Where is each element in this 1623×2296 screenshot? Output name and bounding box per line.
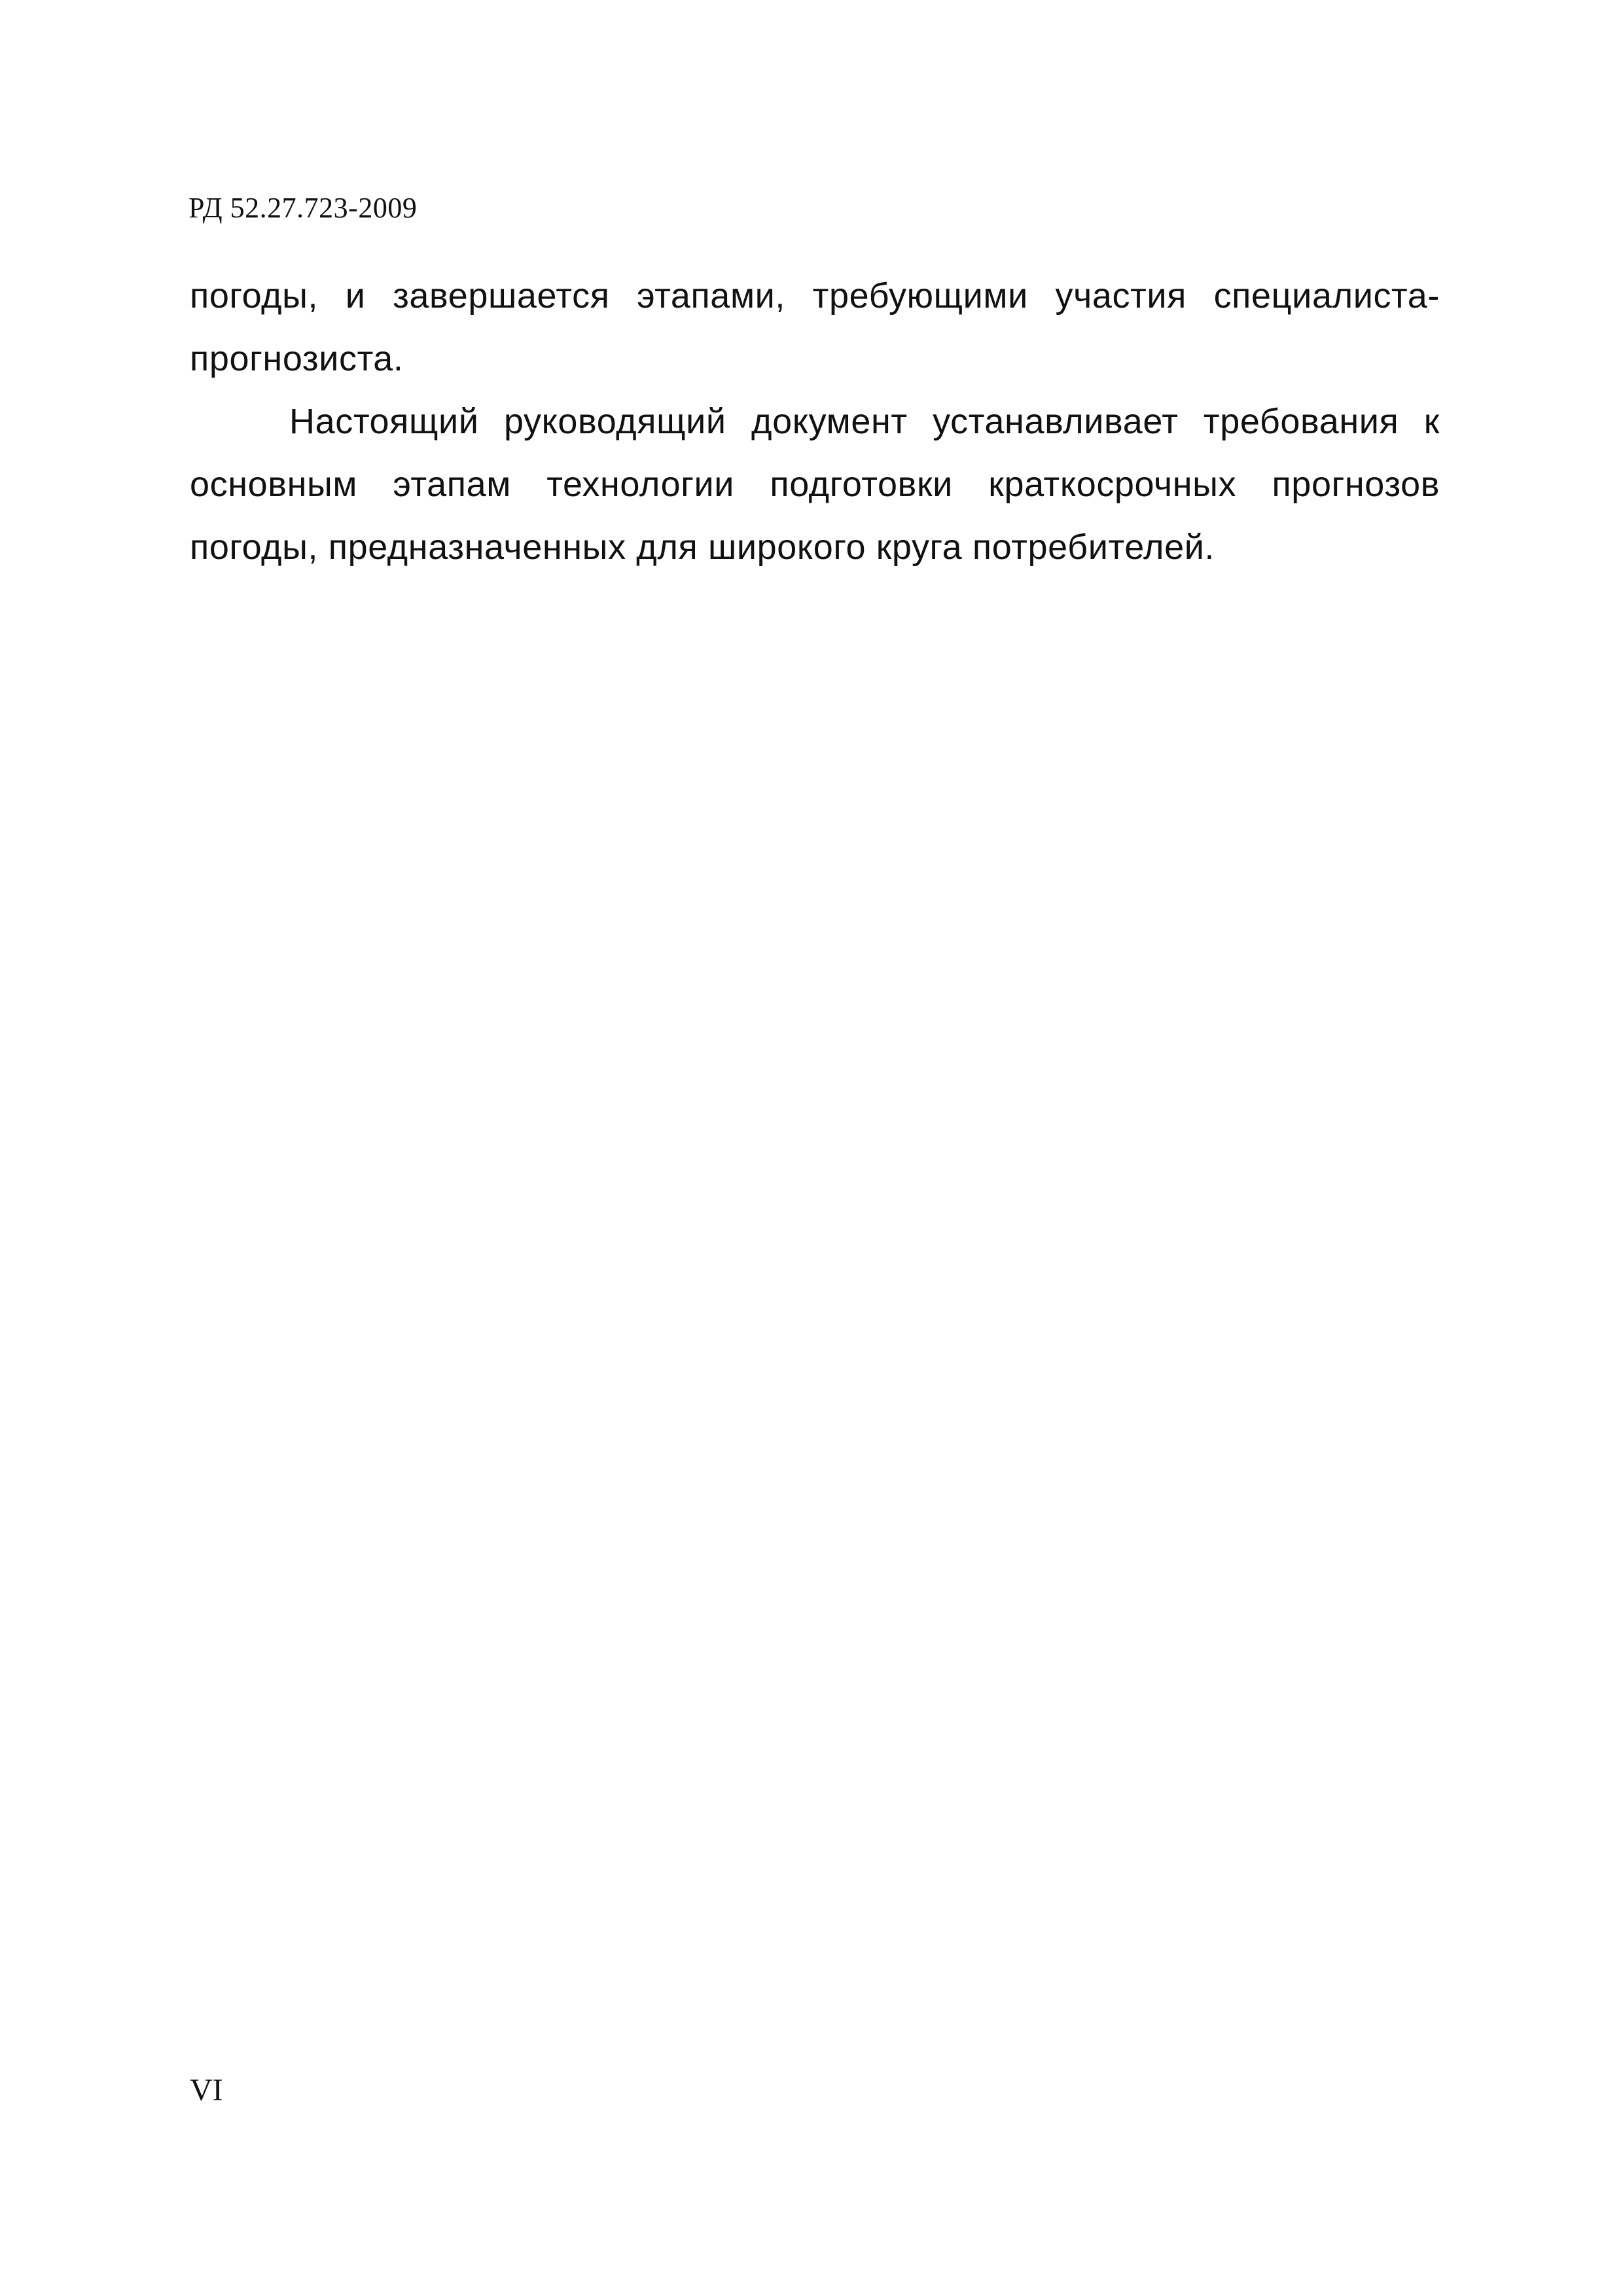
paragraph-continuation: погоды, и завершается этапами, требующими участия специалиста-прогнозиста. xyxy=(190,276,1440,378)
page-number: VI xyxy=(190,2073,223,2108)
page-header: РД 52.27.723-2009 xyxy=(188,192,418,224)
paragraph-scope: Настоящий руководящий документ устанавливает требования к основным этапам технологии подготовки краткосрочных прогнозов погоды, предназначенных для широкого круга потребителей. xyxy=(190,402,1440,567)
body-text xyxy=(190,264,1440,579)
